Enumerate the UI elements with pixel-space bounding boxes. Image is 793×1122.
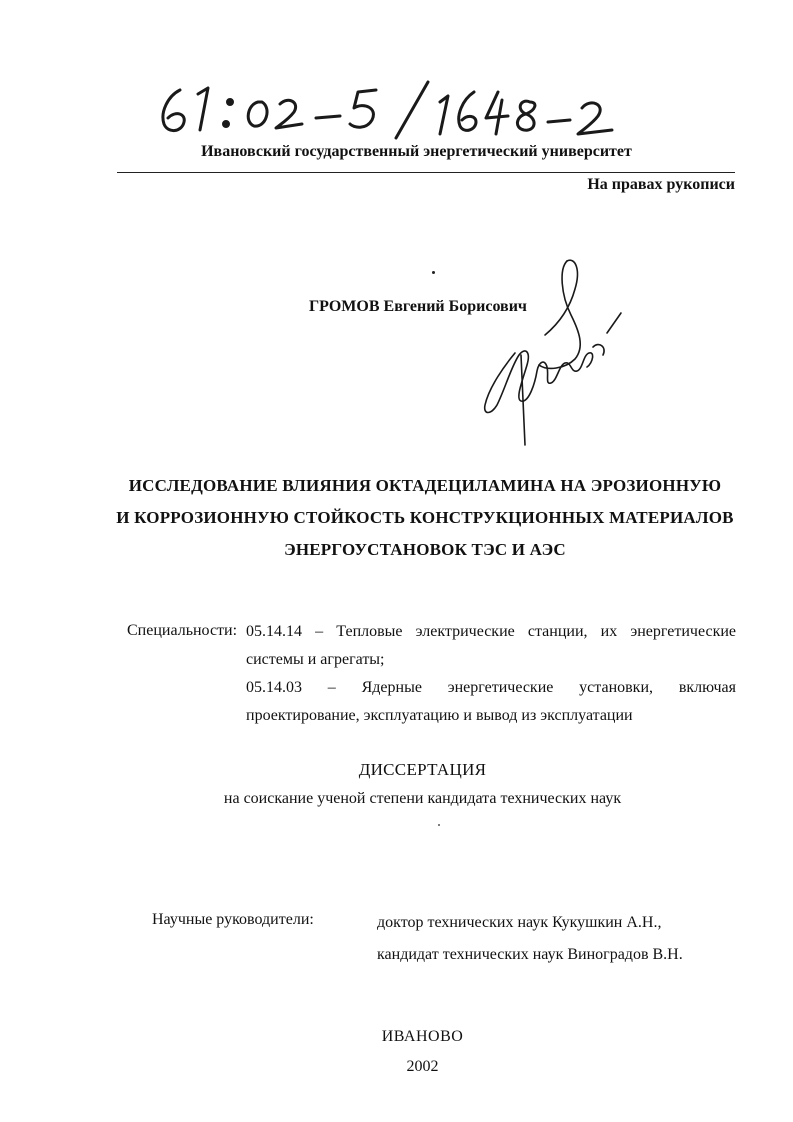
university-name: Ивановский государственный энергетический университет bbox=[201, 143, 632, 160]
author-signature bbox=[475, 255, 635, 450]
supervisors-label: Научные руководители: bbox=[152, 911, 314, 928]
title-line: И КОРРОЗИОННУЮ СТОЙКОСТЬ КОНСТРУКЦИОННЫХ МАТЕРИАЛОВ bbox=[116, 508, 734, 527]
scan-speck bbox=[438, 824, 440, 826]
speciality-line: 05.14.14 – Тепловые электрические станции, их энергетические bbox=[246, 623, 736, 640]
speciality-item bbox=[246, 618, 736, 674]
title-line: ИССЛЕДОВАНИЕ ВЛИЯНИЯ ОКТАДЕЦИЛАМИНА НА ЭРОЗИОННУЮ bbox=[128, 476, 722, 495]
ink-dot bbox=[432, 271, 435, 274]
dissertation-degree: на соискание ученой степени кандидата технических наук bbox=[223, 790, 622, 807]
speciality-line: проектирование, эксплуатацию и вывод из эксплуатации bbox=[246, 707, 633, 724]
title-line: ЭНЕРГОУСТАНОВОК ТЭС И АЭС bbox=[284, 540, 566, 559]
dissertation-heading: ДИССЕРТАЦИЯ bbox=[358, 760, 487, 779]
dissertation-title bbox=[80, 470, 770, 566]
year: 2002 bbox=[406, 1058, 439, 1075]
author-name: ГРОМОВ Евгений Борисович bbox=[309, 298, 527, 315]
speciality-line: 05.14.03 – Ядерные энергетические установки, включая bbox=[246, 679, 736, 696]
supervisor-name: кандидат технических наук Виноградов В.Н. bbox=[377, 946, 683, 963]
city: ИВАНОВО bbox=[381, 1028, 464, 1045]
header-divider bbox=[117, 172, 735, 173]
supervisors-list bbox=[377, 907, 683, 971]
specialities-label: Специальности: bbox=[127, 622, 238, 639]
speciality-item bbox=[246, 674, 736, 730]
speciality-line: системы и агрегаты; bbox=[246, 651, 385, 668]
rights-notice: На правах рукописи bbox=[587, 176, 735, 193]
supervisor-name: доктор технических наук Кукушкин А.Н., bbox=[377, 914, 662, 931]
handwritten-archive-code bbox=[150, 72, 630, 142]
